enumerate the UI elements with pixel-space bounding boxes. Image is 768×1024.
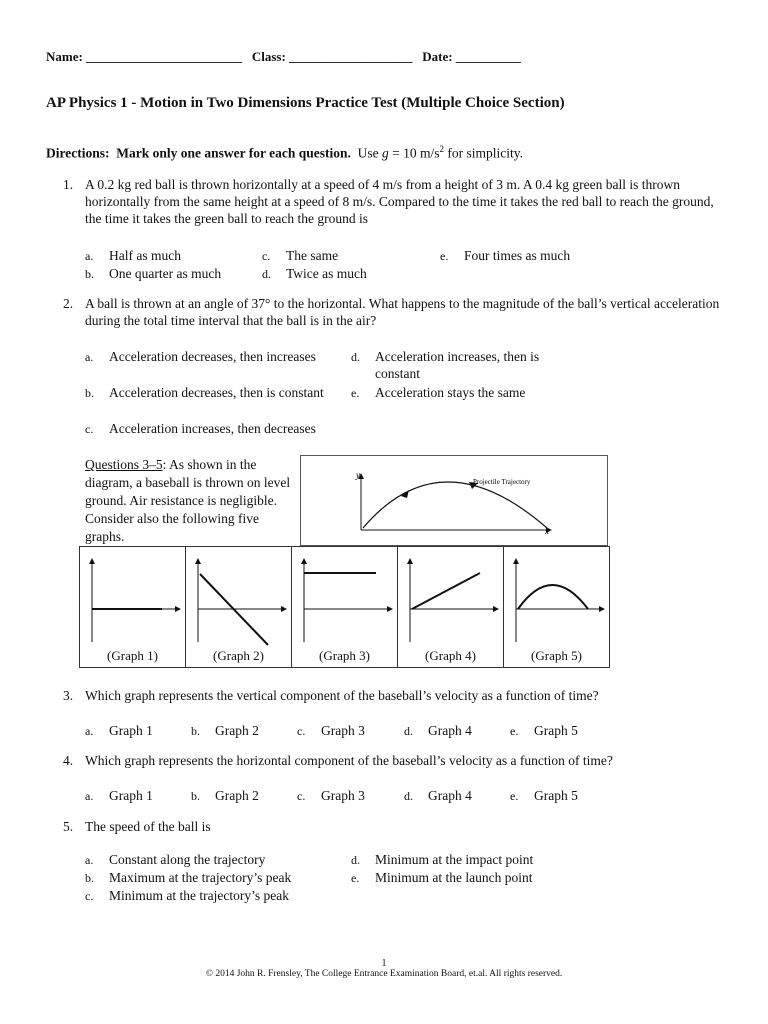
option-text: Constant along the trajectory	[109, 852, 266, 867]
directions-superscript: 2	[439, 144, 445, 154]
question-2	[63, 295, 733, 329]
question-4	[63, 752, 733, 769]
graph-caption: (Graph 2)	[213, 648, 264, 663]
directions-g-symbol: g	[382, 145, 389, 161]
question-1	[63, 176, 733, 227]
q1-option-a[interactable]	[85, 247, 181, 265]
option-letter: c.	[262, 249, 271, 263]
question-text: The speed of the ball is	[85, 819, 211, 834]
directions	[46, 141, 523, 162]
trajectory-diagram	[300, 455, 608, 546]
q5-option-d[interactable]	[351, 851, 533, 869]
graph-1	[80, 547, 186, 667]
option-letter: b.	[191, 789, 200, 803]
option-text: Acceleration decreases, then increases	[109, 349, 316, 364]
q2-option-c[interactable]	[85, 420, 316, 438]
option-letter: e.	[351, 386, 360, 400]
q1-option-c[interactable]	[262, 247, 338, 265]
graph-caption: (Graph 3)	[319, 648, 370, 663]
option-text: Acceleration increases, then is constant	[375, 349, 540, 381]
option-letter: c.	[297, 789, 306, 803]
graph-5	[504, 547, 609, 667]
option-letter: d.	[404, 724, 413, 738]
directions-text-pre: Use	[357, 145, 379, 161]
date-field: Date: __________	[422, 49, 521, 64]
graph-curve	[518, 585, 588, 609]
student-info-line	[46, 48, 521, 65]
graph-caption: (Graph 5)	[531, 648, 582, 663]
option-text: Graph 5	[534, 788, 578, 803]
option-text: Graph 4	[428, 723, 472, 738]
q2-option-b[interactable]	[85, 384, 339, 402]
copyright-notice: © 2014 John R. Frensley, The College Entrance Examination Board, et.al. All rights reserved.	[205, 969, 563, 979]
option-letter: b.	[85, 267, 94, 281]
question-text: Which graph represents the vertical component of the baseball’s velocity as a function of time?	[85, 688, 599, 703]
option-text: Graph 3	[321, 788, 365, 803]
question-3	[63, 687, 733, 704]
option-letter: b.	[191, 724, 200, 738]
q2-option-d[interactable]	[351, 348, 575, 382]
graph-caption: (Graph 4)	[425, 648, 476, 663]
option-letter: d.	[404, 789, 413, 803]
option-letter: c.	[297, 724, 306, 738]
graph-3	[292, 547, 398, 667]
trajectory-label: Projectile Trajectory	[473, 478, 531, 486]
q5-option-a[interactable]	[85, 851, 265, 869]
q4-option-c[interactable]	[297, 787, 365, 805]
option-text: Minimum at the impact point	[375, 852, 534, 867]
option-text: Graph 1	[109, 723, 153, 738]
question-number: 4.	[63, 753, 74, 768]
q4-option-b[interactable]	[191, 787, 259, 805]
option-text: Acceleration decreases, then is constant	[109, 385, 324, 400]
trajectory-arc	[363, 482, 547, 528]
directions-text-mid: = 10 m/s	[388, 145, 440, 161]
q3-option-e[interactable]	[510, 722, 578, 740]
question-5	[63, 818, 733, 835]
question-number: 3.	[63, 688, 74, 703]
q3-option-c[interactable]	[297, 722, 365, 740]
option-letter: b.	[85, 386, 94, 400]
q2-option-a[interactable]	[85, 348, 316, 366]
option-text: Acceleration stays the same	[375, 385, 526, 400]
graph-caption: (Graph 1)	[107, 648, 158, 663]
question-text: A 0.2 kg red ball is thrown horizontally at a speed of 4 m/s from a height of 3 m. A 0.4 kg green ball is thrown horizontally from the same height at a speed of 8 m/s. Compared to the time it takes the red ball to reach the ground, the time it takes the green ball to reach the ground is	[85, 177, 714, 226]
question-number: 5.	[63, 819, 74, 834]
directions-label: Directions:	[46, 145, 110, 161]
x-axis-label: x	[545, 526, 549, 536]
option-letter: a.	[85, 853, 94, 867]
q4-option-d[interactable]	[404, 787, 472, 805]
option-text: Acceleration increases, then decreases	[109, 421, 316, 436]
option-text: Half as much	[109, 248, 181, 263]
option-letter: d.	[351, 853, 360, 867]
page-title: AP Physics 1 - Motion in Two Dimensions Practice Test (Multiple Choice Section)	[46, 95, 565, 111]
option-letter: b.	[85, 871, 94, 885]
question-text: A ball is thrown at an angle of 37° to the horizontal. What happens to the magnitude of the ball’s vertical acceleration during the total time interval that the ball is in the air?	[85, 296, 720, 328]
graph-2	[186, 547, 292, 667]
question-number: 1.	[63, 177, 74, 192]
option-text: Graph 2	[215, 723, 259, 738]
option-text: Graph 3	[321, 723, 365, 738]
option-letter: d.	[262, 267, 271, 281]
option-letter: a.	[85, 789, 94, 803]
q4-option-a[interactable]	[85, 787, 153, 805]
q5-option-c[interactable]	[85, 887, 289, 905]
option-text: The same	[286, 248, 339, 263]
questions-group-intro	[85, 456, 295, 546]
question-text: Which graph represents the horizontal component of the baseball’s velocity as a function of time?	[85, 753, 613, 768]
option-text: Maximum at the trajectory’s peak	[109, 870, 292, 885]
option-text: Graph 4	[428, 788, 472, 803]
option-text: Twice as much	[286, 266, 367, 281]
option-text: Graph 5	[534, 723, 578, 738]
graph-4	[398, 547, 504, 667]
option-text: Minimum at the trajectory’s peak	[109, 888, 289, 903]
q3-option-a[interactable]	[85, 722, 153, 740]
q1-option-d[interactable]	[262, 265, 367, 283]
option-text: Graph 2	[215, 788, 259, 803]
q1-option-e[interactable]	[440, 247, 570, 265]
group-intro-label: Questions 3–5	[85, 457, 163, 472]
option-letter: a.	[85, 350, 94, 364]
q2-option-e[interactable]	[351, 384, 525, 402]
option-letter: c.	[85, 889, 94, 903]
option-letter: c.	[85, 422, 94, 436]
option-text: Graph 1	[109, 788, 153, 803]
name-field: Name: ________________________	[46, 49, 243, 64]
q3-option-d[interactable]	[404, 722, 472, 740]
option-text: Minimum at the launch point	[375, 870, 533, 885]
option-letter: a.	[85, 249, 94, 263]
trajectory-diagram-svg	[301, 456, 607, 545]
q4-option-e[interactable]	[510, 787, 578, 805]
option-letter: d.	[351, 350, 360, 364]
option-text: One quarter as much	[109, 266, 222, 281]
option-letter: e.	[510, 724, 519, 738]
directions-bold: Mark only one answer for each question.	[116, 145, 351, 161]
option-letter: e.	[440, 249, 449, 263]
y-axis-label: y	[356, 470, 360, 480]
option-text: Four times as much	[464, 248, 571, 263]
q3-option-b[interactable]	[191, 722, 259, 740]
q1-option-b[interactable]	[85, 265, 221, 283]
q5-option-b[interactable]	[85, 869, 291, 887]
directions-text-post: for simplicity.	[444, 145, 524, 161]
q5-option-e[interactable]	[351, 869, 532, 887]
option-letter: a.	[85, 724, 94, 738]
class-field: Class: ___________________	[251, 49, 413, 64]
graphs-table	[79, 546, 610, 668]
option-letter: e.	[351, 871, 360, 885]
option-letter: e.	[510, 789, 519, 803]
group-intro-text: : As shown in the diagram, a baseball is thrown on level ground. Air resistance is negligible. Consider also the following five graphs.	[85, 457, 291, 544]
question-number: 2.	[63, 296, 74, 311]
page-number: 1	[381, 958, 387, 969]
graph-curve	[412, 573, 480, 609]
